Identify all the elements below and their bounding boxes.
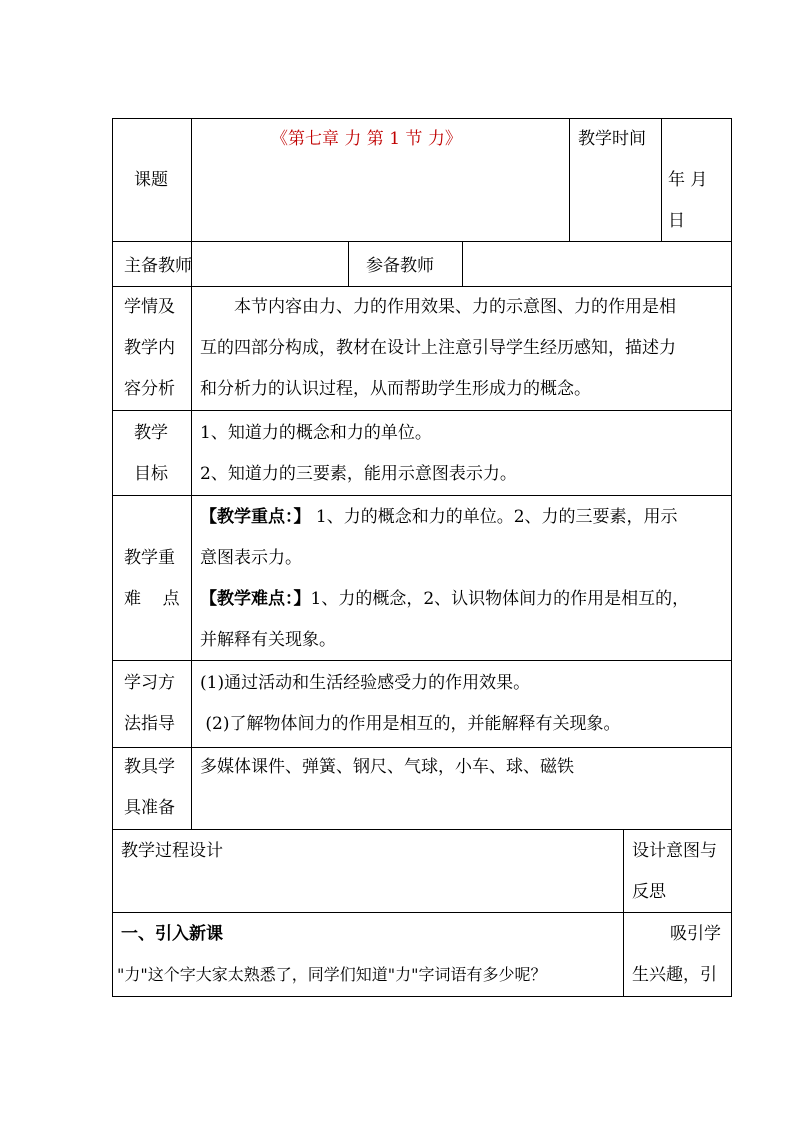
analysis-label-line: 学情及 bbox=[124, 297, 175, 317]
teaching-time-day: 日 bbox=[668, 211, 685, 231]
intro-heading: 一、引入新课 bbox=[121, 924, 223, 944]
table-border bbox=[112, 829, 732, 830]
topic-label: 课题 bbox=[134, 170, 168, 190]
analysis-label-line: 教学内 bbox=[124, 338, 175, 358]
table-border bbox=[112, 410, 732, 411]
intro-text: "力"这个字大家太熟悉了，同学们知道"力"字词语有多少呢？ bbox=[117, 965, 547, 984]
table-border bbox=[191, 118, 192, 830]
intro-intent-line: 生兴趣，引 bbox=[632, 965, 717, 985]
lesson-title: 《第七章 力 第 1 节 力》 bbox=[271, 129, 462, 149]
focus-line bbox=[200, 507, 678, 527]
process-header: 教学过程设计 bbox=[121, 841, 223, 861]
difficulty-text: 1、力的概念，2、认识物体间力的作用是相互的， bbox=[310, 589, 690, 609]
table-border bbox=[112, 912, 732, 913]
table-border bbox=[112, 286, 732, 287]
method-item: (2)了解物体间力的作用是相互的，并能解释有关现象。 bbox=[200, 714, 621, 734]
table-border bbox=[112, 241, 732, 242]
table-border bbox=[731, 118, 732, 997]
lead-teacher-label: 主备教师 bbox=[124, 256, 192, 276]
intent-header-line: 反思 bbox=[632, 882, 666, 902]
table-border bbox=[112, 747, 732, 748]
key-points-label-line: 难 点 bbox=[124, 589, 180, 609]
materials-label-line: 具准备 bbox=[124, 798, 175, 818]
intent-header-line: 设计意图与 bbox=[632, 841, 717, 861]
materials-text: 多媒体课件、弹簧、钢尺、气球，小车、球、磁铁 bbox=[200, 757, 574, 777]
objective-item: 2、知道力的三要素，能用示意图表示力。 bbox=[200, 464, 517, 484]
table-border bbox=[661, 118, 662, 242]
focus-text: 1、力的概念和力的单位。2、力的三要素，用示 bbox=[310, 507, 678, 527]
table-border bbox=[112, 118, 113, 997]
analysis-text-line: 本节内容由力、力的作用效果、力的示意图、力的作用是相 bbox=[234, 297, 676, 317]
focus-line-continued: 意图表示力。 bbox=[200, 548, 302, 568]
table-border bbox=[112, 996, 732, 997]
key-points-label-line: 教学重 bbox=[124, 548, 175, 568]
assist-teacher-label: 参备教师 bbox=[366, 256, 434, 276]
analysis-text-line: 和分析力的认识过程，从而帮助学生形成力的概念。 bbox=[200, 379, 591, 399]
objectives-label-line: 目标 bbox=[134, 464, 168, 484]
teaching-time-label: 教学时间 bbox=[578, 129, 646, 149]
analysis-label-line: 容分析 bbox=[124, 379, 175, 399]
table-border bbox=[569, 118, 570, 242]
table-border bbox=[623, 829, 624, 997]
difficulty-line-continued: 并解释有关现象。 bbox=[200, 630, 336, 650]
table-border bbox=[112, 495, 732, 496]
focus-label: 【教学重点：】 bbox=[200, 507, 311, 527]
analysis-text-line: 互的四部分构成，教材在设计上注意引导学生经历感知，描述力 bbox=[200, 338, 676, 358]
method-label-line: 法指导 bbox=[124, 714, 175, 734]
difficulty-line bbox=[200, 589, 689, 609]
table-border bbox=[112, 660, 732, 661]
objectives-label-line: 教学 bbox=[134, 423, 168, 443]
method-item: (1)通过活动和生活经验感受力的作用效果。 bbox=[200, 673, 531, 693]
method-label-line: 学习方 bbox=[124, 673, 175, 693]
teaching-time-year-month: 年 月 bbox=[668, 170, 708, 190]
table-border bbox=[462, 241, 463, 287]
intro-intent-line: 吸引学 bbox=[670, 924, 721, 944]
difficulty-label: 【教学难点：】 bbox=[200, 589, 311, 609]
table-border bbox=[348, 241, 349, 287]
objective-item: 1、知道力的概念和力的单位。 bbox=[200, 423, 432, 443]
table-border bbox=[112, 118, 732, 119]
materials-label-line: 教具学 bbox=[124, 757, 175, 777]
